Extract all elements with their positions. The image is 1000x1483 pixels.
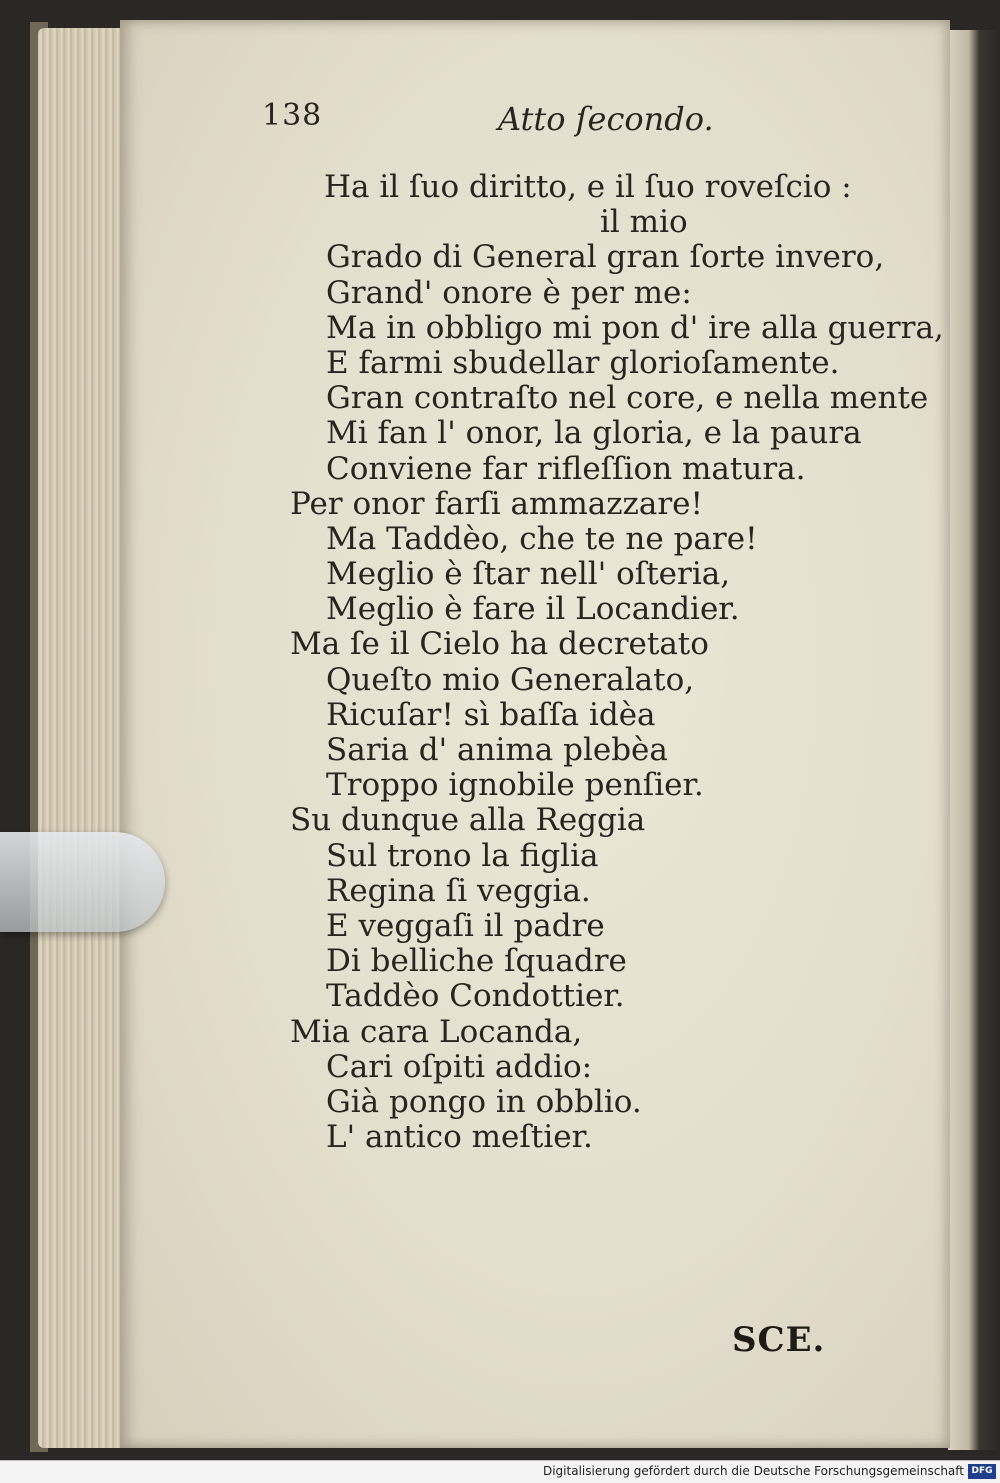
verse-block (120, 170, 950, 1155)
verse-line (120, 979, 950, 1014)
verse-line (120, 557, 950, 592)
book-page (120, 20, 950, 1448)
verse-text: Cari oſpiti addio: (326, 1048, 593, 1085)
footer-bar (0, 1460, 1000, 1483)
verse-text: Ma ſe il Cielo ha decretato (290, 626, 709, 663)
verse-text: il mio (600, 204, 688, 241)
verse-text: Taddèo Condottier. (326, 978, 625, 1015)
running-head: Atto ſecondo. (498, 100, 714, 138)
verse-line (120, 768, 950, 803)
verse-line (120, 944, 950, 979)
verse-text: Già pongo in obblio. (326, 1083, 642, 1120)
verse-line (120, 592, 950, 627)
page-header (120, 88, 950, 148)
verse-text: E farmi sbudellar glorioſamente. (326, 344, 840, 381)
verse-line (120, 839, 950, 874)
catchword: SCE. (732, 1320, 826, 1360)
page-clip (0, 832, 165, 932)
verse-line (120, 311, 950, 346)
footer-credit: Digitalisierung gefördert durch die Deutsche Forschungsgemeinschaft (542, 1464, 964, 1478)
verse-text: Conviene far rifleſſion matura. (326, 450, 806, 487)
verse-line (120, 240, 950, 275)
verse-text: Grado di General gran ſorte invero, (326, 239, 885, 276)
verse-line (120, 522, 950, 557)
verse-line (120, 487, 950, 522)
verse-text: Mia cara Locanda, (290, 1013, 583, 1050)
verse-text: Gran contraſto nel core, e nella mente (326, 380, 929, 417)
verse-text: Sul trono la figlia (326, 837, 599, 874)
verse-line (120, 416, 950, 451)
verse-text: Grand' onore è per me: (326, 274, 692, 311)
verse-text: Ricuſar! sì baſſa idèa (326, 696, 656, 733)
verse-line (120, 346, 950, 381)
verse-text: Troppo ignobile penſier. (326, 767, 704, 804)
verse-line (120, 1120, 950, 1155)
verse-line (120, 874, 950, 909)
verse-line (120, 205, 950, 240)
verse-line (120, 1015, 950, 1050)
verse-line (120, 1085, 950, 1120)
verse-line (120, 698, 950, 733)
verse-text: Meglio è fare il Locandier. (326, 591, 740, 628)
verse-line (120, 803, 950, 838)
verse-line (120, 381, 950, 416)
verse-line (120, 627, 950, 662)
verse-text: Regina ſi veggia. (326, 872, 591, 909)
verse-text: Mi fan l' onor, la gloria, e la paura (326, 415, 862, 452)
page-number: 138 (262, 98, 323, 133)
verse-line (120, 909, 950, 944)
verse-line (120, 170, 950, 205)
verse-text: Meglio è ſtar nell' oſteria, (326, 556, 731, 593)
verse-line (120, 452, 950, 487)
verse-text: L' antico meſtier. (326, 1119, 593, 1156)
verse-line (120, 276, 950, 311)
verse-line (120, 663, 950, 698)
verse-text: E veggaſi il padre (326, 907, 605, 944)
dfg-logo: DFG (968, 1464, 996, 1479)
verse-line (120, 733, 950, 768)
verse-text: Saria d' anima plebèa (326, 732, 668, 768)
verse-text: Per onor farſi ammazzare! (290, 485, 703, 522)
verse-text: Ma Taddèo, che te ne pare! (326, 520, 758, 557)
verse-text: Su dunque alla Reggia (290, 802, 646, 839)
verse-text: Ha il ſuo diritto, e il ſuo roveſcio : (324, 169, 852, 205)
verse-line (120, 1050, 950, 1085)
verse-text: Di belliche ſquadre (326, 943, 627, 980)
verse-text: Queſto mio Generalato, (326, 661, 695, 698)
facing-page-edge (948, 30, 1000, 1450)
verse-text: Ma in obbligo mi pon d' ire alla guerra, (326, 309, 944, 346)
